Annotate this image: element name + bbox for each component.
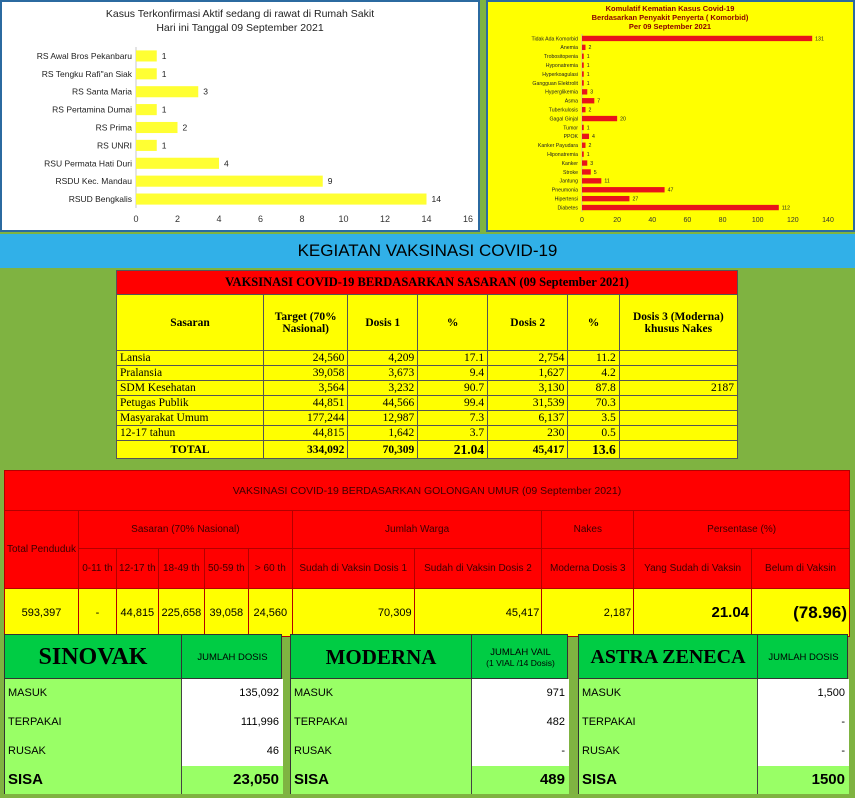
category-label: Kanker Payudara (537, 143, 578, 150)
row-label: MASUK (5, 679, 181, 708)
bar (582, 107, 586, 112)
data-label: 5 (593, 169, 597, 176)
bar (136, 176, 323, 187)
category-label: Stroke (563, 169, 578, 176)
bar (582, 151, 584, 156)
table-row (117, 381, 738, 396)
moderna-header (291, 635, 567, 679)
category-label: PPOK (563, 134, 578, 141)
table-cell: 1,627 (488, 366, 568, 381)
moderna-col-label: JUMLAH VAIL (490, 646, 551, 658)
tick-label: 140 (822, 217, 834, 224)
sisa-label: SISA (5, 766, 181, 794)
moderna-name: MODERNA (325, 645, 437, 669)
category-label: Tumor (563, 125, 578, 132)
pct-col-header: Belum di Vaksin (752, 549, 850, 589)
data-label: 1 (586, 71, 590, 78)
tick-label: 4 (216, 214, 222, 224)
col-header: % (568, 295, 619, 351)
dosis1-value: 70,309 (292, 589, 414, 637)
chart1-subtitle: Hari ini Tanggal 09 September 2021 (156, 22, 324, 34)
category-label: Kanker (561, 160, 578, 167)
bar (582, 134, 589, 139)
total-penduduk-header: Total Penduduk (5, 511, 79, 589)
table-cell: 44,815 (264, 426, 348, 441)
table-cell (619, 351, 737, 366)
table-cell: 3,232 (348, 381, 418, 396)
bar (582, 143, 586, 148)
row-value: 135,092 (181, 679, 283, 708)
total-label: TOTAL (117, 441, 264, 459)
tick-label: 8 (299, 214, 305, 224)
tick-label: 16 (462, 214, 474, 224)
sinovak-row-masuk (5, 679, 281, 708)
data-label: 14 (431, 194, 441, 205)
table-cell: 44,851 (264, 396, 348, 411)
moderna-row-terpakai (291, 708, 567, 737)
jumlah-warga-header: Jumlah Warga (292, 511, 542, 549)
data-label: 2 (588, 143, 592, 150)
table-cell: 177,244 (264, 411, 348, 426)
category-label: RS Awal Bros Pekanbaru (36, 50, 132, 61)
category-label: RSUD Bengkalis (68, 194, 132, 205)
table-cell: 90.7 (418, 381, 488, 396)
data-label: 1 (586, 62, 590, 69)
chart1-title: Kasus Terkonfirmasi Aktif sedang di rawat di Rumah Sakit (105, 8, 375, 20)
bar (582, 125, 584, 130)
total-cell: 13.6 (568, 441, 619, 459)
age-value: 24,560 (248, 589, 292, 637)
category-label: Hyperglikemia (545, 89, 578, 96)
moderna-row-rusak (291, 737, 567, 766)
sinovak-box (4, 634, 282, 794)
chart2-title: Komulatif Kematian Kasus Covid-19 (605, 4, 735, 13)
age-value: 44,815 (116, 589, 158, 637)
table-cell: 7.3 (418, 411, 488, 426)
data-label: 1 (586, 54, 590, 61)
data-label: 1 (161, 50, 167, 61)
table-cell: 3,673 (348, 366, 418, 381)
table-cell (619, 411, 737, 426)
category-label: RS UNRI (97, 140, 132, 151)
category-label: Trobositopenia (543, 54, 578, 61)
persentase-header: Persentase (%) (634, 511, 850, 549)
moderna-col-label2: (1 VIAL /14 Dosis) (486, 657, 555, 668)
table-cell: 17.1 (418, 351, 488, 366)
row-value: - (757, 708, 849, 737)
data-label: 1 (586, 151, 590, 158)
tick-label: 80 (718, 217, 727, 224)
table-cell: 3.5 (568, 411, 619, 426)
category-label: RS Tengku Rafi"an Siak (41, 68, 132, 79)
sasaran-label: SDM Kesehatan (117, 381, 264, 396)
astrazeneca-row-sisa (579, 766, 847, 794)
col-header: Sasaran (117, 295, 264, 351)
tick-label: 12 (379, 214, 391, 224)
bar (582, 36, 812, 41)
row-value: 482 (471, 708, 569, 737)
warga-col-header: Sudah di Vaksin Dosis 1 (292, 549, 414, 589)
data-label: 131 (815, 36, 824, 43)
sisa-value: 23,050 (181, 766, 283, 794)
data-label: 11 (604, 178, 610, 185)
row-label: TERPAKAI (5, 708, 181, 737)
row-value: 1,500 (757, 679, 849, 708)
comorbid-deaths-chart-svg (488, 2, 853, 230)
table-cell (619, 366, 737, 381)
table-cell: 4,209 (348, 351, 418, 366)
moderna-box (290, 634, 568, 794)
age-group-header: > 60 th (248, 549, 292, 589)
age-group-header: 50-59 th (204, 549, 248, 589)
tick-label: 14 (421, 214, 432, 224)
moderna-col-label-box (471, 635, 569, 679)
category-label: RS Pertamina Dumai (52, 104, 132, 115)
col-header: % (418, 295, 488, 351)
sasaran-label: 12-17 tahun (117, 426, 264, 441)
category-label: RSDU Kec. Mandau (55, 176, 132, 187)
table-cell: 11.2 (568, 351, 619, 366)
row-value: 111,996 (181, 708, 283, 737)
data-label: 2 (182, 122, 188, 133)
table-cell (619, 426, 737, 441)
tick-label: 40 (648, 217, 657, 224)
table-cell: 39,058 (264, 366, 348, 381)
table-cell: 6,137 (488, 411, 568, 426)
table-cell: 2187 (619, 381, 737, 396)
hospital-cases-chart-svg (2, 2, 478, 230)
bar (582, 187, 665, 192)
category-label: Pneumonia (551, 187, 578, 194)
table-cell: 99.4 (418, 396, 488, 411)
data-label: 20 (620, 116, 626, 123)
table-cell (619, 396, 737, 411)
sinovak-row-terpakai (5, 708, 281, 737)
sinovak-row-rusak (5, 737, 281, 766)
category-label: Asma (564, 98, 578, 105)
bar (582, 45, 586, 50)
astrazeneca-name: ASTRA ZENECA (590, 646, 746, 668)
chart2-subtitle: Berdasarkan Penyakit Penyerta ( Komorbid) (591, 13, 749, 22)
data-label: 1 (586, 125, 590, 132)
total-cell: 45,417 (488, 441, 568, 459)
pct-col-header: Yang Sudah di Vaksin (634, 549, 752, 589)
sisa-label: SISA (579, 766, 757, 794)
sisa-value: 1500 (757, 766, 849, 794)
row-value: - (757, 737, 849, 766)
astrazeneca-row-rusak (579, 737, 847, 766)
astrazeneca-box (578, 634, 848, 794)
belum-vaksin-value: (78.96) (752, 589, 850, 637)
comorbid-deaths-chart (486, 0, 855, 232)
row-label: RUSAK (579, 737, 757, 766)
bar (136, 194, 427, 205)
table-row (117, 426, 738, 441)
category-label: RS Santa Maria (72, 86, 132, 97)
category-label: RSU Permata Hati Duri (44, 158, 132, 169)
sasaran-label: Pralansia (117, 366, 264, 381)
bar (582, 80, 584, 85)
total-cell: 21.04 (418, 441, 488, 459)
hospital-cases-chart (0, 0, 480, 232)
bar (136, 104, 157, 115)
sasaran-table (116, 270, 738, 459)
nakes-col-header: Moderna Dosis 3 (542, 549, 634, 589)
table-cell: 44,566 (348, 396, 418, 411)
astrazeneca-row-masuk (579, 679, 847, 708)
table-cell: 0.5 (568, 426, 619, 441)
bar (582, 205, 779, 210)
bar (582, 196, 629, 201)
category-label: Jantung (559, 178, 578, 185)
tick-label: 100 (751, 217, 764, 224)
total-penduduk-value: 593,397 (5, 589, 79, 637)
data-label: 2 (588, 107, 592, 114)
bar (582, 178, 601, 183)
age-value: 39,058 (204, 589, 248, 637)
category-label: Gagal Ginjal (549, 116, 578, 123)
tick-label: 120 (787, 217, 799, 224)
table-cell: 4.2 (568, 366, 619, 381)
tick-label: 0 (580, 217, 584, 224)
category-label: Anemia (560, 45, 578, 52)
table-cell: 70.3 (568, 396, 619, 411)
data-label: 7 (597, 98, 601, 105)
bar (582, 116, 617, 121)
age-group-header: 0-11 th (78, 549, 116, 589)
bar (582, 71, 584, 76)
data-label: 3 (203, 86, 208, 97)
data-label: 47 (667, 187, 674, 194)
bar (136, 122, 178, 133)
category-label: Hyponatremia (545, 62, 578, 69)
tick-label: 60 (683, 217, 692, 224)
row-label: RUSAK (291, 737, 471, 766)
bar (136, 68, 157, 79)
data-label: 1 (161, 140, 167, 151)
row-value: 46 (181, 737, 283, 766)
tick-label: 10 (338, 214, 349, 224)
umur-table (4, 470, 850, 637)
dosis2-value: 45,417 (414, 589, 542, 637)
total-cell: 70,309 (348, 441, 418, 459)
col-header: Dosis 3 (Moderna) khusus Nakes (619, 295, 737, 351)
category-label: RS Prima (95, 122, 132, 133)
moderna-row-sisa (291, 766, 567, 794)
tick-label: 2 (174, 214, 181, 224)
nakes-header: Nakes (542, 511, 634, 549)
table-cell: 3.7 (418, 426, 488, 441)
category-label: Hiponatremia (547, 151, 578, 158)
sudah-vaksin-value: 21.04 (634, 589, 752, 637)
table-row (117, 366, 738, 381)
sasaran-table-title: VAKSINASI COVID-19 BERDASARKAN SASARAN (09 September 2021) (117, 271, 738, 295)
data-label: 2 (588, 45, 592, 52)
bar (582, 89, 587, 94)
table-row (117, 396, 738, 411)
data-label: 112 (781, 205, 791, 212)
bar (582, 169, 591, 174)
table-row (117, 411, 738, 426)
sasaran-header: Sasaran (70% Nasional) (78, 511, 292, 549)
umur-table-title: VAKSINASI COVID-19 BERDASARKAN GOLONGAN UMUR (09 September 2021) (5, 471, 850, 511)
sasaran-label: Petugas Publik (117, 396, 264, 411)
data-label: 4 (224, 158, 229, 169)
table-cell: 12,987 (348, 411, 418, 426)
age-value: 225,658 (158, 589, 204, 637)
table-cell: 87.8 (568, 381, 619, 396)
category-label: Tuberkulosis (548, 107, 578, 114)
sasaran-label: Lansia (117, 351, 264, 366)
warga-col-header: Sudah di Vaksin Dosis 2 (414, 549, 542, 589)
data-label: 1 (161, 104, 167, 115)
col-header: Dosis 2 (488, 295, 568, 351)
table-cell: 1,642 (348, 426, 418, 441)
row-label: MASUK (579, 679, 757, 708)
tick-label: 6 (257, 214, 264, 224)
category-label: Diabetes (557, 205, 578, 212)
tick-label: 20 (613, 217, 622, 224)
table-cell: 24,560 (264, 351, 348, 366)
astrazeneca-row-terpakai (579, 708, 847, 737)
col-header: Dosis 1 (348, 295, 418, 351)
row-label: RUSAK (5, 737, 181, 766)
data-label: 4 (592, 134, 595, 141)
category-label: Hyperkoagulasi (542, 71, 578, 78)
table-cell: 9.4 (418, 366, 488, 381)
bar (582, 54, 584, 59)
table-row (117, 351, 738, 366)
sasaran-label: Masyarakat Umum (117, 411, 264, 426)
bar (136, 50, 157, 61)
category-label: Gangguan Elektrolit (532, 80, 578, 87)
data-label: 9 (327, 176, 333, 187)
data-label: 27 (632, 196, 639, 203)
page-title: KEGIATAN VAKSINASI COVID-19 (0, 234, 855, 268)
sinovak-col-label: JUMLAH DOSIS (181, 635, 283, 679)
sisa-label: SISA (291, 766, 471, 794)
age-value: - (78, 589, 116, 637)
bar (582, 98, 594, 103)
sinovak-header (5, 635, 281, 679)
data-label: 1 (586, 80, 590, 87)
data-label: 3 (590, 160, 594, 167)
bar (582, 62, 584, 67)
sisa-value: 489 (471, 766, 569, 794)
bar (136, 158, 219, 169)
bar (582, 160, 587, 165)
data-label: 1 (161, 68, 167, 79)
row-label: TERPAKAI (579, 708, 757, 737)
data-label: 3 (590, 89, 594, 96)
sinovak-name: SINOVAK (38, 644, 148, 670)
col-header: Target (70% Nasional) (264, 295, 348, 351)
total-cell: 334,092 (264, 441, 348, 459)
moderna-row-masuk (291, 679, 567, 708)
tick-label: 0 (133, 214, 139, 224)
row-value: 971 (471, 679, 569, 708)
age-group-header: 18-49 th (158, 549, 204, 589)
row-label: MASUK (291, 679, 471, 708)
bar (136, 140, 157, 151)
astrazeneca-header (579, 635, 847, 679)
row-label: TERPAKAI (291, 708, 471, 737)
table-cell: 3,564 (264, 381, 348, 396)
total-cell (619, 441, 737, 459)
table-cell: 31,539 (488, 396, 568, 411)
row-value: - (471, 737, 569, 766)
table-cell: 230 (488, 426, 568, 441)
bar (136, 86, 198, 97)
category-label: Hipertensi (554, 196, 578, 203)
category-label: Tidak Ada Komorbid (531, 36, 578, 43)
sinovak-row-sisa (5, 766, 281, 794)
table-cell: 3,130 (488, 381, 568, 396)
chart2-subtitle2: Per 09 September 2021 (628, 22, 712, 31)
astrazeneca-col-label: JUMLAH DOSIS (757, 635, 849, 679)
age-group-header: 12-17 th (116, 549, 158, 589)
moderna-value: 2,187 (542, 589, 634, 637)
table-cell: 2,754 (488, 351, 568, 366)
